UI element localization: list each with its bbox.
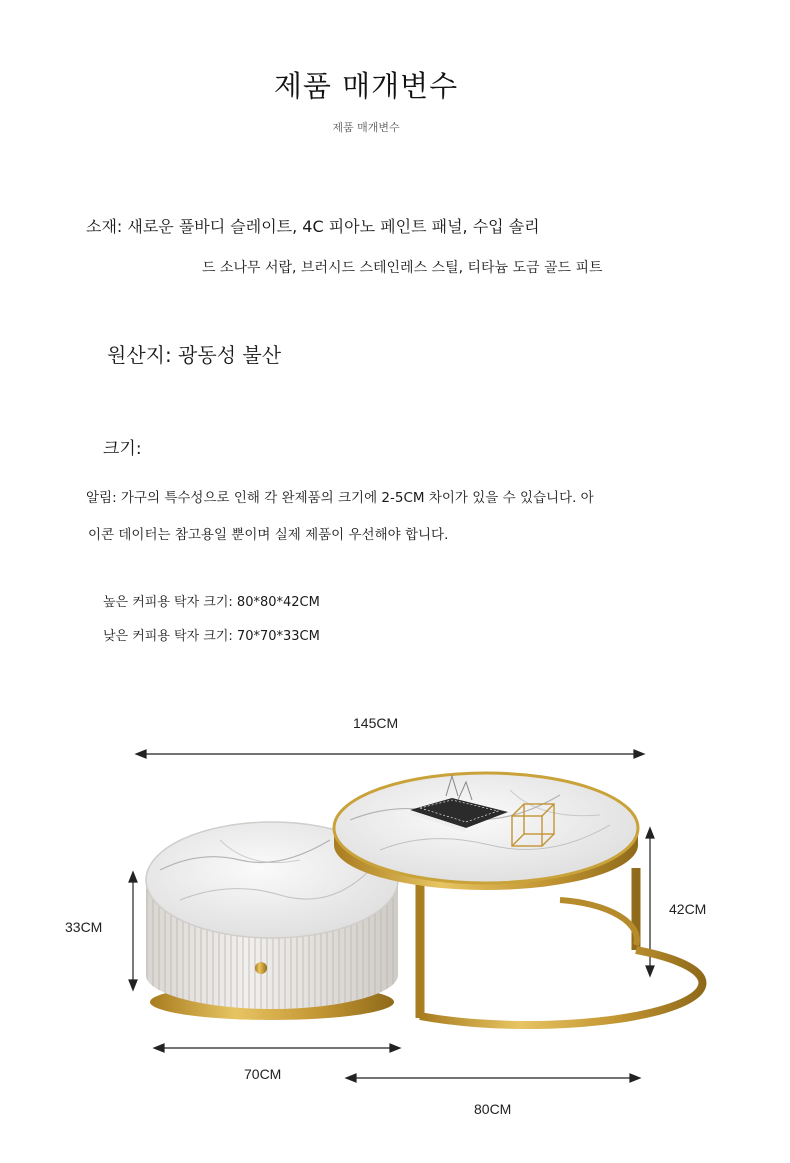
origin-text: 원산지: 광동성 불산 bbox=[107, 343, 282, 367]
drawer-knob-icon bbox=[255, 962, 267, 974]
page-title: 제품 매개변수 bbox=[273, 69, 459, 103]
total-width-label: 145CM bbox=[353, 715, 399, 731]
low-table-size: 낮은 커피용 탁자 크기: 70*70*33CM bbox=[103, 629, 320, 644]
high-table-size: 높은 커피용 탁자 크기: 80*80*42CM bbox=[103, 595, 320, 610]
size-label: 크기: bbox=[103, 439, 142, 459]
notice-line-1: 알림: 가구의 특수성으로 인해 각 완제품의 크기에 2-5CM 차이가 있을 수 있습니다. 아 bbox=[86, 490, 594, 506]
notice-line-2: 이콘 데이터는 참고용일 뿐이며 실제 제품이 우선해야 합니다. bbox=[88, 527, 449, 543]
low-diameter-label: 70CM bbox=[244, 1066, 282, 1082]
page-subtitle: 제품 매개변수 bbox=[332, 121, 400, 134]
low-height-label: 33CM bbox=[65, 919, 103, 935]
high-height-label: 42CM bbox=[669, 901, 707, 917]
material-line-2: 드 소나무 서랍, 브러시드 스테인레스 스틸, 티타늄 도금 골드 피트 bbox=[202, 260, 603, 276]
material-line-1: 소재: 새로운 풀바디 슬레이트, 4C 피아노 페인트 패널, 수입 솔리 bbox=[86, 217, 540, 236]
high-diameter-label: 80CM bbox=[474, 1101, 512, 1117]
